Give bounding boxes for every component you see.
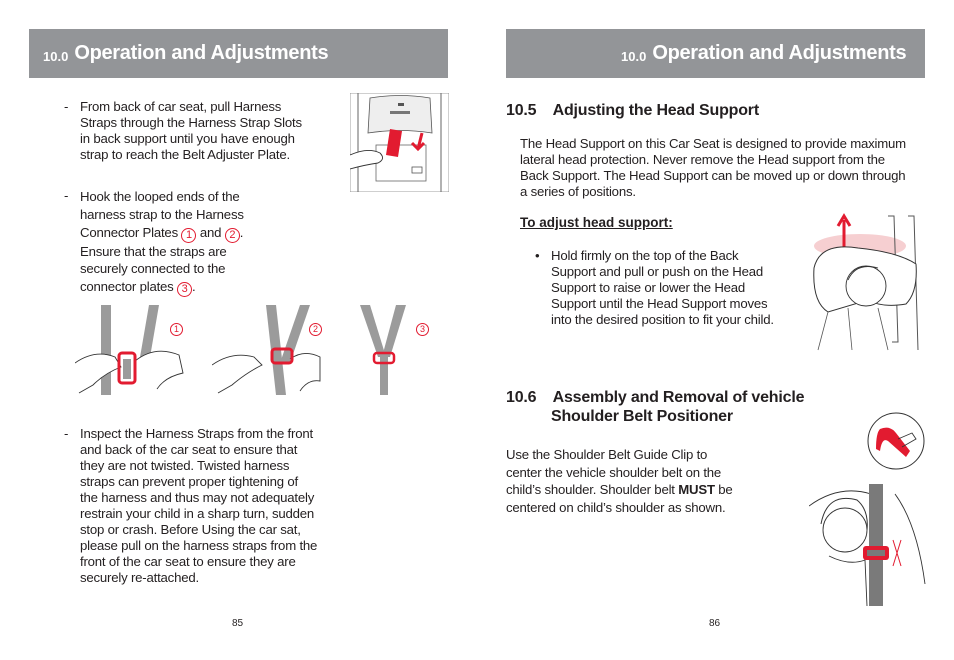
instruction-line: Hold firmly on the top of the Back [551, 248, 739, 263]
marker-3: 3 [177, 282, 192, 297]
para3-line: front of the car seat to ensure they are [80, 554, 296, 569]
left-section-number: 10.0 [43, 48, 69, 64]
section-title: Assembly and Removal of vehicle [552, 389, 805, 406]
body-line: a series of positions. [520, 184, 636, 199]
left-page-number: 85 [232, 618, 244, 629]
para2-text [80, 188, 244, 297]
para3-line: Inspect the Harness Straps from the front [80, 426, 313, 441]
head-support-body [520, 136, 906, 200]
instruction-line: Support to raise or lower the Head [551, 280, 746, 295]
para2-dash: - [64, 188, 69, 203]
bullet: • [535, 248, 540, 263]
para3-text [80, 426, 317, 586]
section-number: 10.5 [506, 102, 537, 119]
section-title: Adjusting the Head Support [552, 102, 759, 119]
belt-line [506, 481, 733, 499]
para2-text-part: and [199, 224, 222, 240]
right-header-title: Operation and Adjustments [652, 42, 907, 64]
para2-text-part: connector plates [80, 279, 174, 295]
para2-line [80, 224, 244, 243]
harness-hook-illustration-3 [358, 305, 418, 395]
adjust-instructions [551, 248, 774, 328]
belt-text-part: child’s shoulder. Shoulder belt [506, 482, 679, 497]
para1-line: in back support until you have enough [80, 131, 295, 146]
section-10-6-heading [506, 388, 804, 426]
para1-dash: - [64, 99, 69, 114]
right-page-number: 86 [709, 618, 721, 629]
para3-line: stop or crash. Before Using the car sat, [80, 522, 301, 537]
para2-text-part: Connector Plates [80, 224, 178, 240]
left-header-banner [29, 29, 448, 78]
instruction-line: into the desired position to fit your child. [551, 312, 774, 327]
figure-label-3: 3 [416, 323, 429, 336]
para2-line: harness strap to the Harness [80, 206, 244, 222]
seat-back-strap-illustration [350, 93, 449, 192]
adjust-head-support-subheading: To adjust head support: [520, 215, 673, 230]
marker-2: 2 [225, 228, 240, 243]
para2-text-part: . [192, 279, 196, 295]
para3-line: the harness and thus may not adequately [80, 490, 315, 505]
harness-hook-illustration-1 [75, 305, 185, 395]
head-support-illustration [808, 212, 928, 352]
para3-line: please pull on the harness straps from the [80, 538, 318, 553]
para1-text [80, 99, 302, 163]
section-number: 10.6 [506, 389, 537, 406]
right-header-banner [506, 29, 925, 78]
figure-label-2: 2 [309, 323, 322, 336]
belt-line: centered on child’s shoulder as shown. [506, 499, 726, 515]
body-line: lateral head protection. Never remove the Head support from the [520, 152, 885, 167]
belt-positioner-text [506, 446, 733, 516]
belt-text-part: be [714, 482, 733, 497]
section-title: Shoulder Belt Positioner [551, 408, 733, 425]
right-section-number: 10.0 [621, 48, 647, 64]
para3-line: they are not twisted. Twisted harness [80, 458, 290, 473]
para2-line [80, 278, 244, 297]
belt-line: center the vehicle shoulder belt on the [506, 464, 722, 480]
para1-line: From back of car seat, pull Harness [80, 99, 282, 114]
belt-clip-icon [866, 411, 926, 471]
body-line: The Head Support on this Car Seat is designed to provide maximum [520, 136, 906, 151]
para3-dash: - [64, 426, 69, 441]
harness-hook-illustration-2 [212, 305, 322, 395]
para3-line: restrain your child in a sharp turn, sudden [80, 506, 315, 521]
para2-text-part: . [239, 224, 244, 240]
para3-line: securely re-attached. [80, 570, 199, 585]
para1-line: strap to reach the Belt Adjuster Plate. [80, 147, 290, 162]
para3-line: straps can prevent proper tightening of [80, 474, 298, 489]
instruction-line: Support until the Head Support moves [551, 296, 768, 311]
para3-line: and back of the car seat to ensure that [80, 442, 298, 457]
belt-line: Use the Shoulder Belt Guide Clip to [506, 447, 708, 462]
right-page [477, 0, 954, 660]
belt-text-emphasis: MUST [678, 482, 715, 497]
para2-line: Ensure that the straps are [80, 243, 227, 259]
para2-line: securely connected to the [80, 261, 226, 277]
section-10-5-heading [506, 101, 759, 120]
figure-label-1: 1 [170, 323, 183, 336]
para2-line: Hook the looped ends of the [80, 189, 240, 204]
instruction-line: Support and pull or push on the Head [551, 264, 764, 279]
body-line: Back Support. The Head Support can be moved up or down through [520, 168, 906, 183]
para1-line: Straps through the Harness Strap Slots [80, 115, 302, 130]
marker-1: 1 [181, 228, 196, 243]
left-header-title: Operation and Adjustments [74, 42, 329, 64]
shoulder-belt-illustration [809, 484, 927, 606]
